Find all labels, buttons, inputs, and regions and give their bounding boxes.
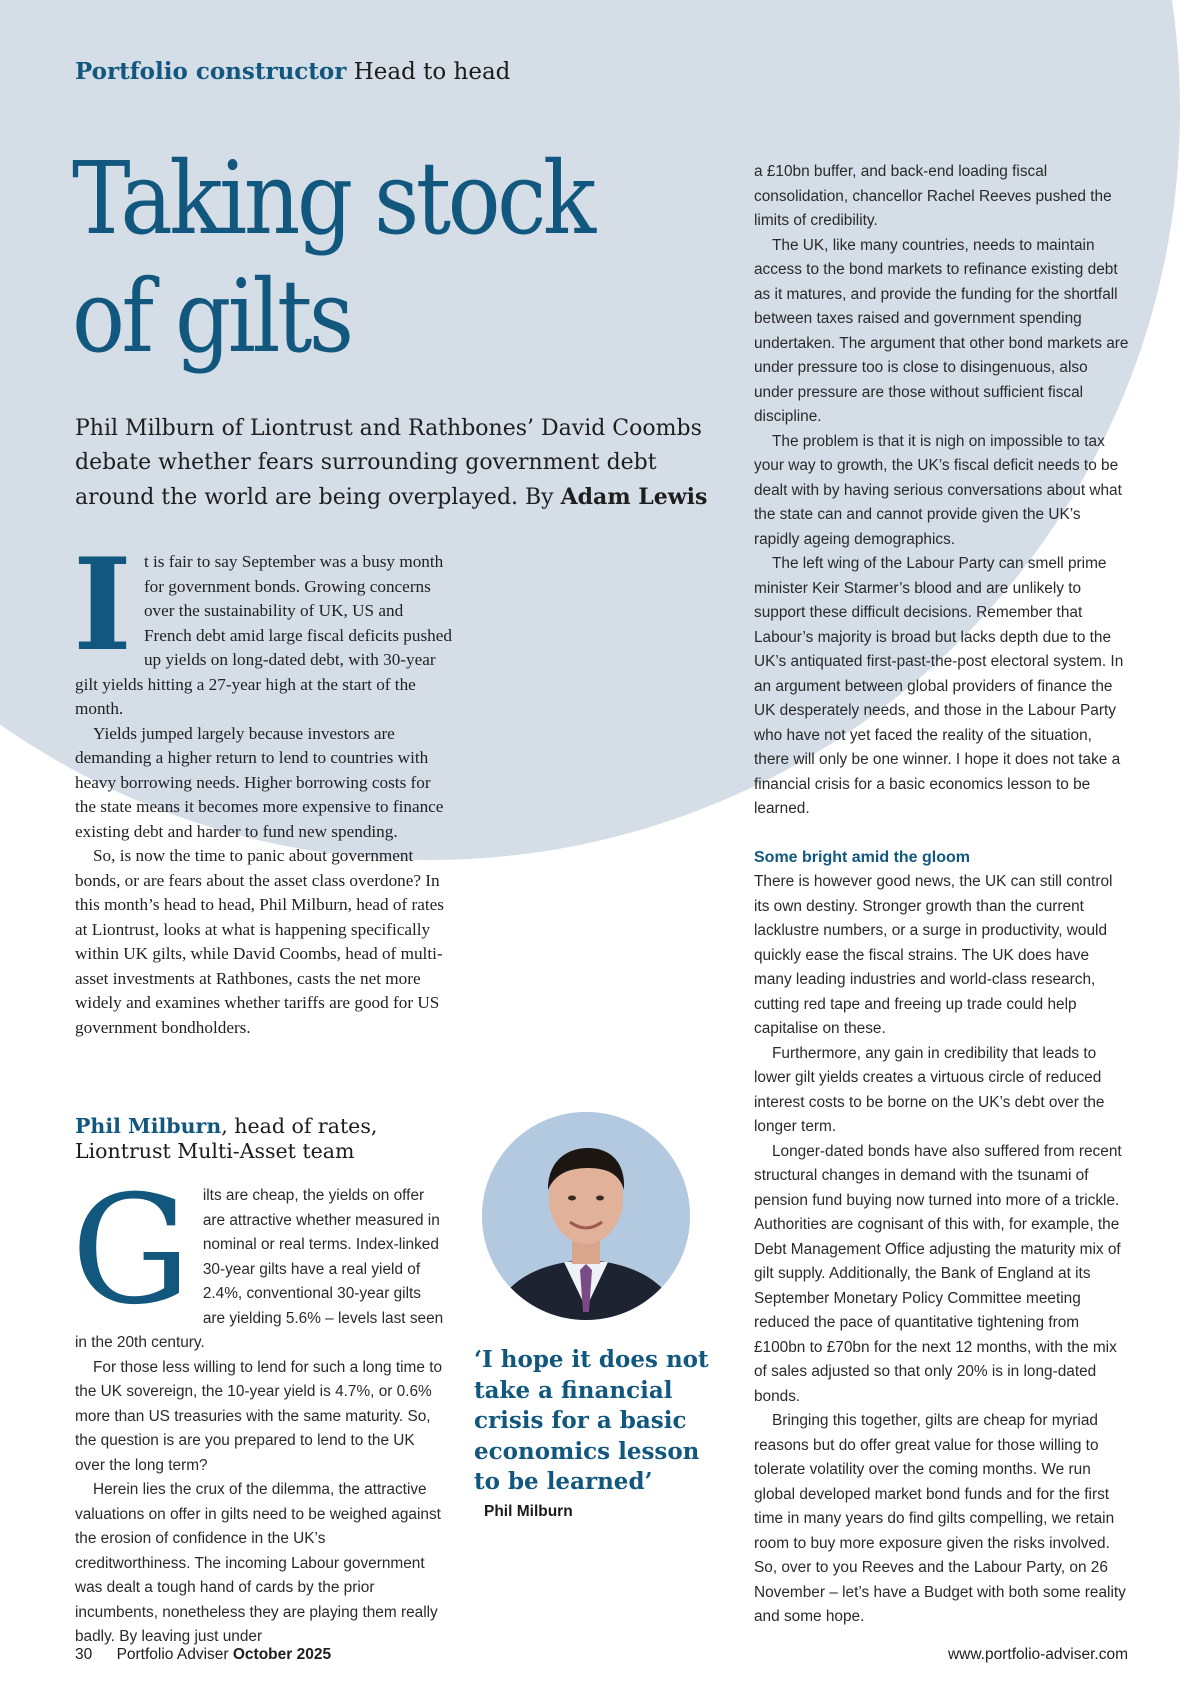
section-kicker — [75, 58, 510, 85]
pull-quote-attribution: Phil Milburn — [484, 1503, 573, 1520]
standfirst-text: Phil Milburn of Liontrust and Rathbones’ David Coombs debate whether fears surrounding government debt around the world are being overplayed. By — [75, 416, 702, 510]
portrait-illustration — [482, 1112, 690, 1320]
title-line-2: of gilts — [72, 258, 351, 375]
page-footer — [75, 1646, 1128, 1664]
intro-dropcap: I — [73, 531, 132, 679]
article-title — [72, 140, 635, 376]
author-name: Phil Milburn — [75, 1114, 222, 1138]
intro-column — [73, 531, 455, 1040]
section-subheading: Some bright amid the gloom — [754, 848, 971, 866]
section-label: Portfolio constructor — [75, 58, 347, 85]
right-paragraph-2: The UK, like many countries, needs to maintain access to the bond markets to refinance existing debt as it matures, and provide the funding for the shortfall between taxes raised and government spending undertaken. The argument that other bond markets are under pressure too is close to disingenuous, also under pressure are those without sufficient fiscal discipline. — [754, 236, 1129, 425]
standfirst — [75, 412, 725, 515]
publication-name: Portfolio Adviser — [116, 1646, 229, 1663]
milburn-column — [71, 1164, 445, 1650]
author-portrait — [482, 1112, 690, 1320]
right-paragraph-6: Furthermore, any gain in credibility that leads to lower gilt yields creates a virtuous circle of reduced interest costs to be borne on the UK’s debt over the longer term. — [754, 1044, 1105, 1135]
pull-quote: ‘I hope it does not take a financial crisis for a basic economics lesson to be learned’ — [474, 1346, 709, 1495]
right-paragraph-4: The left wing of the Labour Party can smell prime minister Keir Starmer’s blood and are unlikely to support these difficult decisions. Remember that Labour’s majority is broad but lacks depth due to the UK’s antiquated first-past-the-post electoral system. In an argument between global providers of finance the UK desperately needs, and those in the Labour Party who have not yet faced the reality of the situation, there will only be one winner. I hope it does not take a financial crisis for a basic economics lesson to be learned. — [754, 555, 1124, 817]
website-link[interactable]: www.portfolio-adviser.com — [947, 1646, 1128, 1663]
milburn-paragraph-3: Herein lies the crux of the dilemma, the attractive valuations on offer in gilts need to be weighed against the erosion of confidence in the UK’s creditworthiness. The incoming Labour government was dealt a tough hand of cards by the prior incumbents, nonetheless they are playing them really badly. By leaving just under — [75, 1481, 441, 1645]
issue-date: October 2025 — [232, 1646, 332, 1663]
milburn-paragraph-2: For those less willing to lend for such a long time to the UK sovereign, the 10-year yield is 4.7%, or 0.6% more than US treasuries with the same maturity. So, the question is are you prepared to lend to the UK over the long term? — [75, 1358, 443, 1474]
title-line-1: Taking stock — [72, 140, 593, 257]
milburn-paragraph-1: ilts are cheap, the yields on offer are attractive whether measured in nominal or real terms. Index-linked 30-year gilts have a real yield of 2.4%, conventional 30-year gilts are yielding 5.6% – levels last seen in the 20th century. — [75, 1187, 444, 1351]
byline-author: Adam Lewis — [560, 484, 708, 510]
subsection-label: Head to head — [353, 59, 511, 85]
right-paragraph-3: The problem is that it is nigh on impossible to tax your way to growth, the UK’s fiscal deficit needs to be dealt with by having serious conversations about what the state can and cannot provide given the UK’s rapidly ageing demographics. — [754, 432, 1122, 548]
author-heading — [75, 1114, 475, 1164]
intro-paragraph-3: So, is now the time to panic about government bonds, or are fears about the asset class overdone? In this month’s head to head, Phil Milburn, head of rates at Liontrust, looks at what is happening specifically within UK gilts, while David Coombs, head of multi-asset investments at Rathbones, casts the net more widely and examines whether tariffs are good for US government bondholders. — [75, 846, 444, 1037]
right-paragraph-5: There is however good news, the UK can still control its own destiny. Stronger growth than the current lacklustre numbers, or a surge in productivity, would quickly ease the fiscal strains. The UK does have many leading industries and world-class research, cutting red tape and freeing up trade could help capitalise on these. — [754, 873, 1113, 1037]
intro-paragraph-2: Yields jumped largely because investors are demanding a higher return to lend to countries with heavy borrowing needs. Higher borrowing costs for the state means it becomes more expensive to finance existing debt and harder to fund new spending. — [75, 723, 444, 841]
author-role: , head of rates, Liontrust Multi-Asset team — [75, 1114, 378, 1163]
right-paragraph-1: a £10bn buffer, and back-end loading fiscal consolidation, chancellor Rachel Reeves pushed the limits of credibility. — [754, 163, 1112, 229]
page-number: 30 — [75, 1646, 93, 1663]
milburn-dropcap: G — [71, 1164, 191, 1338]
right-paragraph-8: Bringing this together, gilts are cheap for myriad reasons but do offer great value for those willing to tolerate volatility over the coming months. We run global developed market bond funds and for the first time in many years do find gilts compelling, we retain room to buy more exposure given the risks involved. So, over to you Reeves and the Labour Party, on 26 November – let’s have a Budget with both some reality and some hope. — [754, 1412, 1126, 1625]
intro-paragraph-1: t is fair to say September was a busy month for government bonds. Growing concerns over the sustainability of UK, US and French debt amid large fiscal deficits pushed up yields on long-dated debt, with 30-year gilt yields hitting a 27-year high at the start of the month. — [75, 552, 452, 718]
right-column — [754, 160, 1130, 1630]
right-paragraph-7: Longer-dated bonds have also suffered from recent structural changes in demand with the tsunami of pension fund buying now turned into more of a trickle. Authorities are cognisant of this with, for example, the Debt Management Office adjusting the maturity mix of gilt supply. Additionally, the Bank of England at its September Monetary Policy Committee meeting reduced the pace of quantitative tightening from £100bn to £70bn for the next 12 months, with the mix of sales adjusted so that only 20% is in long-dated bonds. — [754, 1142, 1122, 1405]
